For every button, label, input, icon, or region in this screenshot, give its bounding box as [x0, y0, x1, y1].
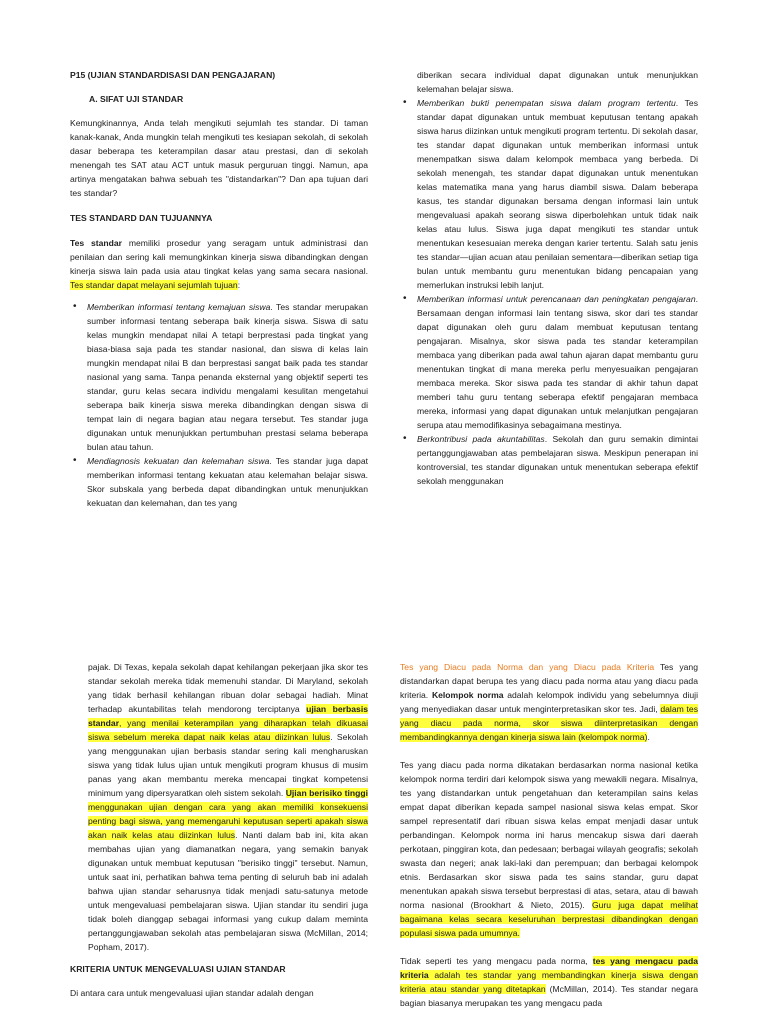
intro-paragraph: Kemungkinannya, Anda telah mengikuti sejumlah tes standar. Di taman kanak-kanak, Anda mungkin telah mengikuti tes kesiapan sekolah, di sekolah dasar beberapa tes keterampilan dasar atau prestasi, dan di sekolah menengah tes SAT atau ACT untuk masuk perguruan tinggi. Namun, apa artinya mengatakan bahwa sebuah tes "distandarkan"? Dan apa tujuan dari tes standar? — [70, 118, 368, 198]
document-page-2 — [0, 660, 768, 1024]
definition-paragraph: Tes standar memiliki prosedur yang seragam untuk administrasi dan penilaian dan sering kali memungkinkan kinerja siswa dibandingkan dengan kinerja siswa lain pada usia atau tingkat kelas yang sama secara nasional. Tes standar dapat melayani sejumlah tujuan: — [70, 238, 368, 290]
list-item: • Memberikan informasi untuk perencanaan dan peningkatan pengajaran. Bersamaan dengan informasi lain tentang siswa, skor dari tes standar dapat digunakan oleh guru dalam membuat keputusan tentang pengajaran. Misalnya, skor siswa pada tes standar keterampilan membaca yang diberikan pada awal tahun ajaran dapat membantu guru menentukan tingkat di mana mereka perlu menyesuaikan pengajaran membaca mereka. Skor siswa pada tes standar di akhir tahun dapat memberi tahu guru tentang seberapa efektif pengajaran membaca mereka, informasi yang dapat digunakan untuk melanjutkan pengajaran serupa atau memodifikasinya sebagaimana mestinya. — [400, 292, 698, 432]
highlighted-text: , yang menilai keterampilan yang diharapkan telah dikuasai siswa sebelum mereka dapat naik kelas atau diizinkan lulus — [88, 718, 368, 742]
purpose-list — [70, 300, 368, 510]
section-heading: KRITERIA UNTUK MENGEVALUASI UJIAN STANDAR — [70, 964, 286, 974]
continued-text: diberikan secara individual dapat digunakan untuk menunjukkan kelemahan belajar siswa. — [417, 70, 698, 94]
list-item: • Memberikan bukti penempatan siswa dalam program tertentu. Tes standar dapat digunakan untuk membuat keputusan tentang apakah siswa harus diizinkan untuk mengikuti program tertentu. Di sekolah dasar, tes standar dapat digunakan untuk memberikan informasi untuk menempatkan siswa dalam kelompok membaca yang berbeda. Di sekolah menengah, tes standar dapat digunakan untuk menentukan kelas matematika mana yang harus diambil siswa. Dalam beberapa kasus, tes standar digunakan bersama dengan informasi lain untuk mengevaluasi apakah seorang siswa diperbolehkan untuk tidak naik kelas atau lulus. Siswa juga dapat mengikuti tes standar untuk menentukan kesesuaian mereka dengan karier tertentu. Salah satu jenis tes standar—ujian acuan atau penilaian sementara—diberikan setiap tiga bulan untuk membantu guru menentukan bidang pencapaian yang memerlukan instruksi lebih lanjut. — [400, 96, 698, 292]
list-item: • Memberikan informasi tentang kemajuan siswa. Tes standar merupakan sumber informasi tentang seberapa baik kinerja siswa. Siswa di satu kelas mungkin mendapat nilai A tetapi berprestasi pada tingkat yang biasa-biasa saja pada tes standar nasional, dan siswa di kelas lain mungkin mendapat nilai B dan berprestasi sangat baik pada tes standar nasional yang sama. Tanpa penanda eksternal yang objektif seperti tes standar, guru kelas secara individu mengalami kesulitan mengetahui seberapa baik kinerja siswa mereka dibandingkan dengan siswa di tempat lain di negara bagian atau negara tersebut. Tes standar juga digunakan untuk menunjukkan pertumbuhan prestasi selama beberapa bulan atau tahun. — [70, 300, 368, 454]
right-column — [400, 660, 698, 1010]
accountability-paragraph: pajak. Di Texas, kepala sekolah dapat kehilangan pekerjaan jika skor tes standar sekolah mereka tidak memenuhi standar. Di Maryland, sekolah yang tidak berhasil kehilangan ribuan dolar sebagai hadiah. Minat terhadap akuntabilitas telah mendorong terciptanya ujian berbasis standar, yang menilai keterampilan yang diharapkan telah dikuasai siswa sebelum mereka dapat naik kelas atau diizinkan lulus. Sekolah yang menggunakan ujian berbasis standar sering kali mengharuskan siswa yang tidak lulus ujian untuk mengikuti program khusus di musim panas yang akan membantu mereka mencapai tingkat kompetensi minimum yang dipersyaratkan oleh sistem sekolah. Ujian berisiko tinggi menggunakan ujian dengan cara yang akan memiliki konsekuensi penting bagi siswa, yang memengaruhi keputusan seperti apakah siswa akan naik kelas atau diizinkan lulus. Nanti dalam bab ini, kita akan membahas ujian yang diamanatkan negara, yang semakin banyak digunakan untuk membuat keputusan "berisiko tinggi" tersebut. Namun, untuk saat ini, perhatikan bahwa tema penting di seluruh bab ini adalah bahwa ujian standar seharusnya tidak menjadi satu-satunya metode untuk mengevaluasi pembelajaran siswa. Ujian standar itu sendiri juga tidak boleh dianggap sebagai informasi yang cukup dalam meminta pertanggungjawaban sekolah atas pembelajaran siswa (McMillan, 2014; Popham, 2017). — [88, 662, 368, 952]
highlighted-text: Ujian berisiko tinggi — [285, 788, 368, 798]
highlighted-text: menggunakan ujian dengan cara yang akan memiliki konsekuensi penting bagi siswa, yang memengaruhi keputusan seperti apakah siswa akan naik kelas atau diizinkan lulus — [88, 802, 368, 840]
highlighted-text: Guru juga dapat melihat bagaimana kelas secara keseluruhan berprestasi dibandingkan dengan populasi siswa pada umumnya. — [400, 900, 698, 938]
national-norm-paragraph: Tes yang diacu pada norma dikatakan berdasarkan norma nasional ketika kelompok norma terdiri dari kelompok siswa yang mewakili negara. Misalnya, tes yang distandarkan untuk pengetahuan dan keterampilan sains kelas empat dapat diberikan kepada sampel nasional siswa kelas empat. Skor sampel representatif dari ribuan siswa kelas empat menjadi dasar untuk perbandingan. Kelompok norma ini harus mencakup siswa dari daerah perkotaan, pinggiran kota, dan pedesaan; berbagai wilayah geografis; sekolah swasta dan negeri; anak laki-laki dan perempuan; dan berbagai kelompok etnis. Berdasarkan skor siswa pada tes sains standar, guru dapat menentukan apakah siswa tersebut berprestasi di atas, setara, atau di bawah norma nasional (Brookhart & Nieto, 2015). Guru juga dapat melihat bagaimana kelas secara keseluruhan berprestasi dibandingkan dengan populasi siswa pada umumnya. — [400, 760, 698, 938]
right-column — [400, 68, 698, 488]
criterion-paragraph: Tidak seperti tes yang mengacu pada norma, tes yang mengacu pada kriteria adalah tes standar yang membandingkan kinerja siswa dengan kriteria atau standar yang ditetapkan (McMillan, 2014). Tes standar negara bagian biasanya merupakan tes yang mengacu pada — [400, 956, 698, 1008]
term-bold: Tes standar — [70, 238, 123, 248]
highlighted-text: ujian berbasis standar — [88, 704, 368, 728]
subheading-orange: Tes yang Diacu pada Norma dan yang Diacu pada Kriteria — [400, 662, 655, 672]
section-heading: TES STANDARD DAN TUJUANNYA — [70, 213, 213, 223]
section-subtitle: A. SIFAT UJI STANDAR — [89, 94, 184, 104]
highlighted-text: dalam tes yang diacu pada norma, skor siswa diinterpretasikan dengan membandingkannya dengan kinerja siswa lain (kelompok norma) — [400, 704, 698, 742]
list-item: • Mendiagnosis kekuatan dan kelemahan siswa. Tes standar juga dapat memberikan informasi tentang kekuatan atau kelemahan belajar siswa. Skor subskala yang berbeda dapat dibandingkan untuk menunjukkan kekuatan dan kelemahan, dan tes yang — [70, 454, 368, 510]
left-column — [70, 660, 368, 1000]
cut-paragraph: Di antara cara untuk mengevaluasi ujian standar adalah dengan — [70, 988, 314, 998]
left-column — [70, 68, 368, 510]
document-title: P15 (UJIAN STANDARDISASI DAN PENGAJARAN) — [70, 70, 276, 80]
norm-paragraph: Tes yang Diacu pada Norma dan yang Diacu pada Kriteria Tes yang distandarkan dapat berupa tes yang diacu pada norma atau yang diacu pada kriteria. Kelompok norma adalah kelompok individu yang sebelumnya diuji yang menyediakan dasar untuk menginterpretasikan skor tes. Jadi, dalam tes yang diacu pada norma, skor siswa diinterpretasikan dengan membandingkannya dengan kinerja siswa lain (kelompok norma). — [400, 662, 698, 742]
list-item: • Berkontribusi pada akuntabilitas. Sekolah dan guru semakin dimintai pertanggungjawaban atas pembelajaran siswa. Meskipun penerapan ini kontroversial, tes standar digunakan untuk menentukan seberapa efektif sekolah menggunakan — [400, 432, 698, 488]
purpose-list-continued — [400, 96, 698, 488]
highlighted-text: tes yang mengacu pada kriteria — [400, 956, 698, 980]
highlighted-text: Tes standar dapat melayani sejumlah tujuan — [70, 280, 238, 290]
highlighted-text: adalah tes standar yang membandingkan kinerja siswa dengan kriteria atau standar yang ditetapkan — [400, 970, 698, 994]
